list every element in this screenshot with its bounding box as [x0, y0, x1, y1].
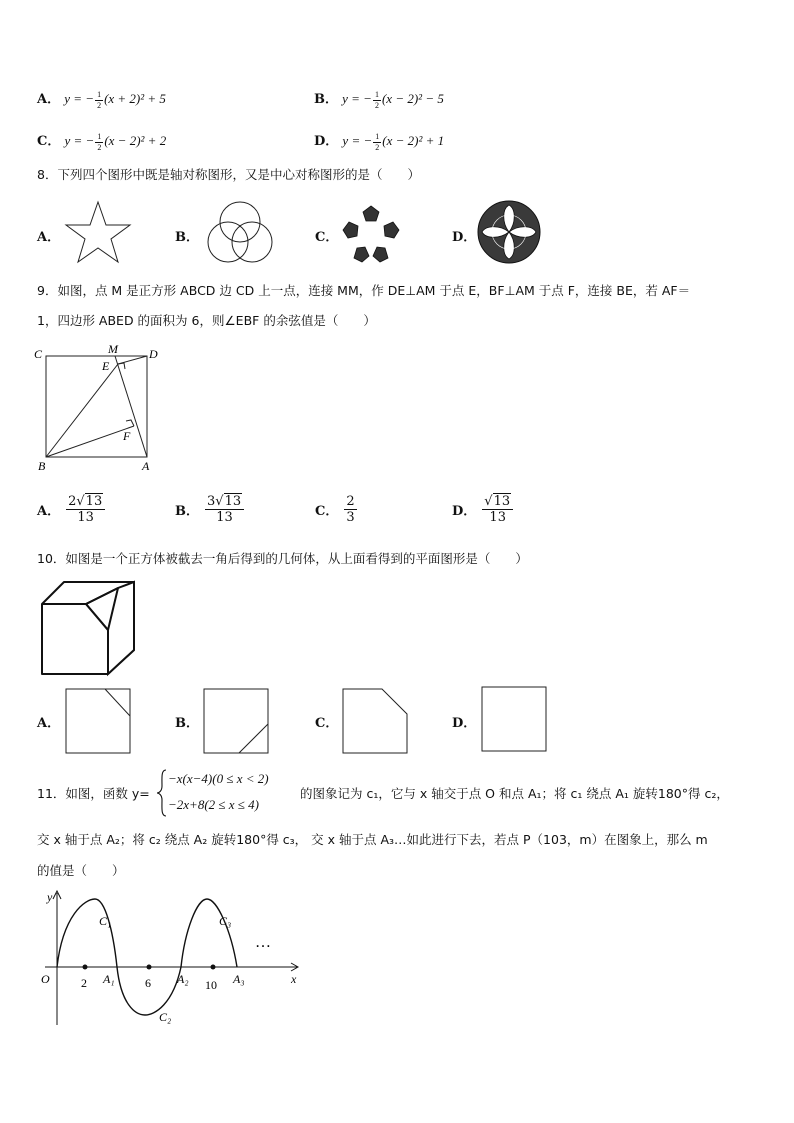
curve-c2: C₂ [159, 1010, 172, 1024]
label-e: E [102, 359, 110, 373]
q9-option-a[interactable] [37, 495, 106, 524]
point-a3: A₃ [233, 972, 245, 986]
q10-option-b-label[interactable]: B． [175, 716, 199, 731]
option-formula: y = − $\frac{1}{2}$ (x − 2)² − 5 [342, 89, 444, 110]
q10-option-a-square[interactable] [65, 688, 131, 754]
option-fraction: $\frac{2√13}{13}$ [66, 495, 105, 524]
q10-option-a-label[interactable]: A． [37, 716, 61, 731]
brace-icon [156, 768, 168, 818]
three-circles-icon[interactable] [200, 198, 280, 270]
option-fraction: $\frac{3√13}{13}$ [205, 495, 244, 524]
option-label: B． [314, 92, 338, 107]
q10-stem: 10．如图是一个正方体被截去一角后得到的几何体，从上面看得到的平面图形是（ ） [37, 551, 528, 566]
option-label: B． [175, 504, 199, 519]
option-label: C． [315, 504, 339, 519]
curve-c3: C₃ [219, 914, 232, 928]
q11-stem-line3: 的值是（ ） [37, 863, 125, 878]
q7-option-a[interactable] [37, 88, 166, 110]
q8-option-d-label[interactable]: D． [452, 230, 477, 245]
point-a2: A₂ [177, 972, 189, 986]
label-d: D [149, 347, 158, 361]
q11-stem-b: 的图象记为 c₁，它与 x 轴交于点 O 和点 A₁；将 c₁ 绕点 A₁ 旋转180°得 c₂， [300, 786, 729, 801]
tick-10: 10 [205, 978, 217, 992]
label-m: M [108, 342, 118, 356]
option-label: D． [314, 134, 339, 149]
q10-option-c-label[interactable]: C． [315, 716, 339, 731]
option-label: D． [452, 504, 477, 519]
q10-option-d-label[interactable]: D． [452, 716, 477, 731]
q8-option-b-label[interactable]: B． [175, 230, 199, 245]
option-fraction: $\frac{2}{3}$ [346, 494, 355, 525]
q9-stem-line1: 9．如图，点 M 是正方形 ABCD 边 CD 上一点，连接 MM，作 DE⊥AM 于点 E，BF⊥AM 于点 F，连接 BE，若 AF＝ [37, 283, 691, 298]
pentagon-ring-icon[interactable] [338, 202, 404, 264]
option-label: A． [37, 504, 61, 519]
q8-stem: 8．下列四个图形中既是轴对称图形，又是中心对称图形的是（ ） [37, 167, 420, 182]
q11-piece-2: −2x+8(2 ≤ x ≤ 4) [168, 797, 260, 812]
origin-label: O [41, 972, 50, 986]
option-formula: y = − $\frac{1}{2}$ (x − 2)² + 2 [64, 131, 167, 152]
q7-option-b[interactable] [314, 88, 444, 110]
q11-graph [35, 885, 310, 1030]
option-fraction: $\frac{√13}{13}$ [482, 495, 513, 524]
axis-x-label: x [291, 972, 297, 986]
q9-square-figure [30, 342, 165, 477]
option-formula: y = − $\frac{1}{2}$ (x − 2)² + 1 [342, 131, 445, 152]
q8-option-a-label[interactable]: A． [37, 230, 61, 245]
option-formula: y = − $\frac{1}{2}$ (x + 2)² + 5 [64, 89, 166, 110]
q8-option-c-label[interactable]: C． [315, 230, 339, 245]
label-c: C [34, 347, 43, 361]
q11-stem-a: 11．如图，函数 y= [37, 786, 150, 801]
option-label: C． [37, 134, 61, 149]
q9-stem-line2: 1，四边形 ABED 的面积为 6，则∠EBF 的余弦值是（ ） [37, 313, 376, 328]
label-f: F [123, 429, 131, 443]
q9-option-b[interactable] [175, 495, 245, 524]
q10-option-c-square[interactable] [342, 688, 408, 754]
tick-6: 6 [145, 976, 151, 990]
label-b: B [38, 459, 46, 473]
label-a: A [142, 459, 150, 473]
q11-stem-line2: 交 x 轴于点 A₂；将 c₂ 绕点 A₂ 旋转180°得 c₃， 交 x 轴于点 A₃…如此进行下去，若点 P（103，m）在图象上，那么 m [37, 832, 708, 847]
q11-piece-1: −x(x−4)(0 ≤ x < 2) [168, 771, 269, 786]
q7-option-c[interactable] [37, 130, 166, 152]
four-petal-circle-icon[interactable] [476, 199, 542, 265]
q9-option-c[interactable] [315, 495, 358, 524]
tick-2: 2 [81, 976, 87, 990]
point-a1: A₁ [103, 972, 115, 986]
q10-cut-cube-figure [38, 578, 142, 678]
q9-option-d[interactable] [452, 495, 514, 524]
q10-option-b-square[interactable] [203, 688, 269, 754]
curve-c1: C₁ [99, 914, 112, 928]
ellipsis: … [255, 934, 271, 951]
star-outline-icon[interactable] [62, 198, 134, 266]
q7-option-d[interactable] [314, 130, 444, 152]
q10-option-d-square[interactable] [481, 686, 547, 752]
option-label: A． [37, 92, 61, 107]
axis-y-label: y [47, 890, 53, 904]
